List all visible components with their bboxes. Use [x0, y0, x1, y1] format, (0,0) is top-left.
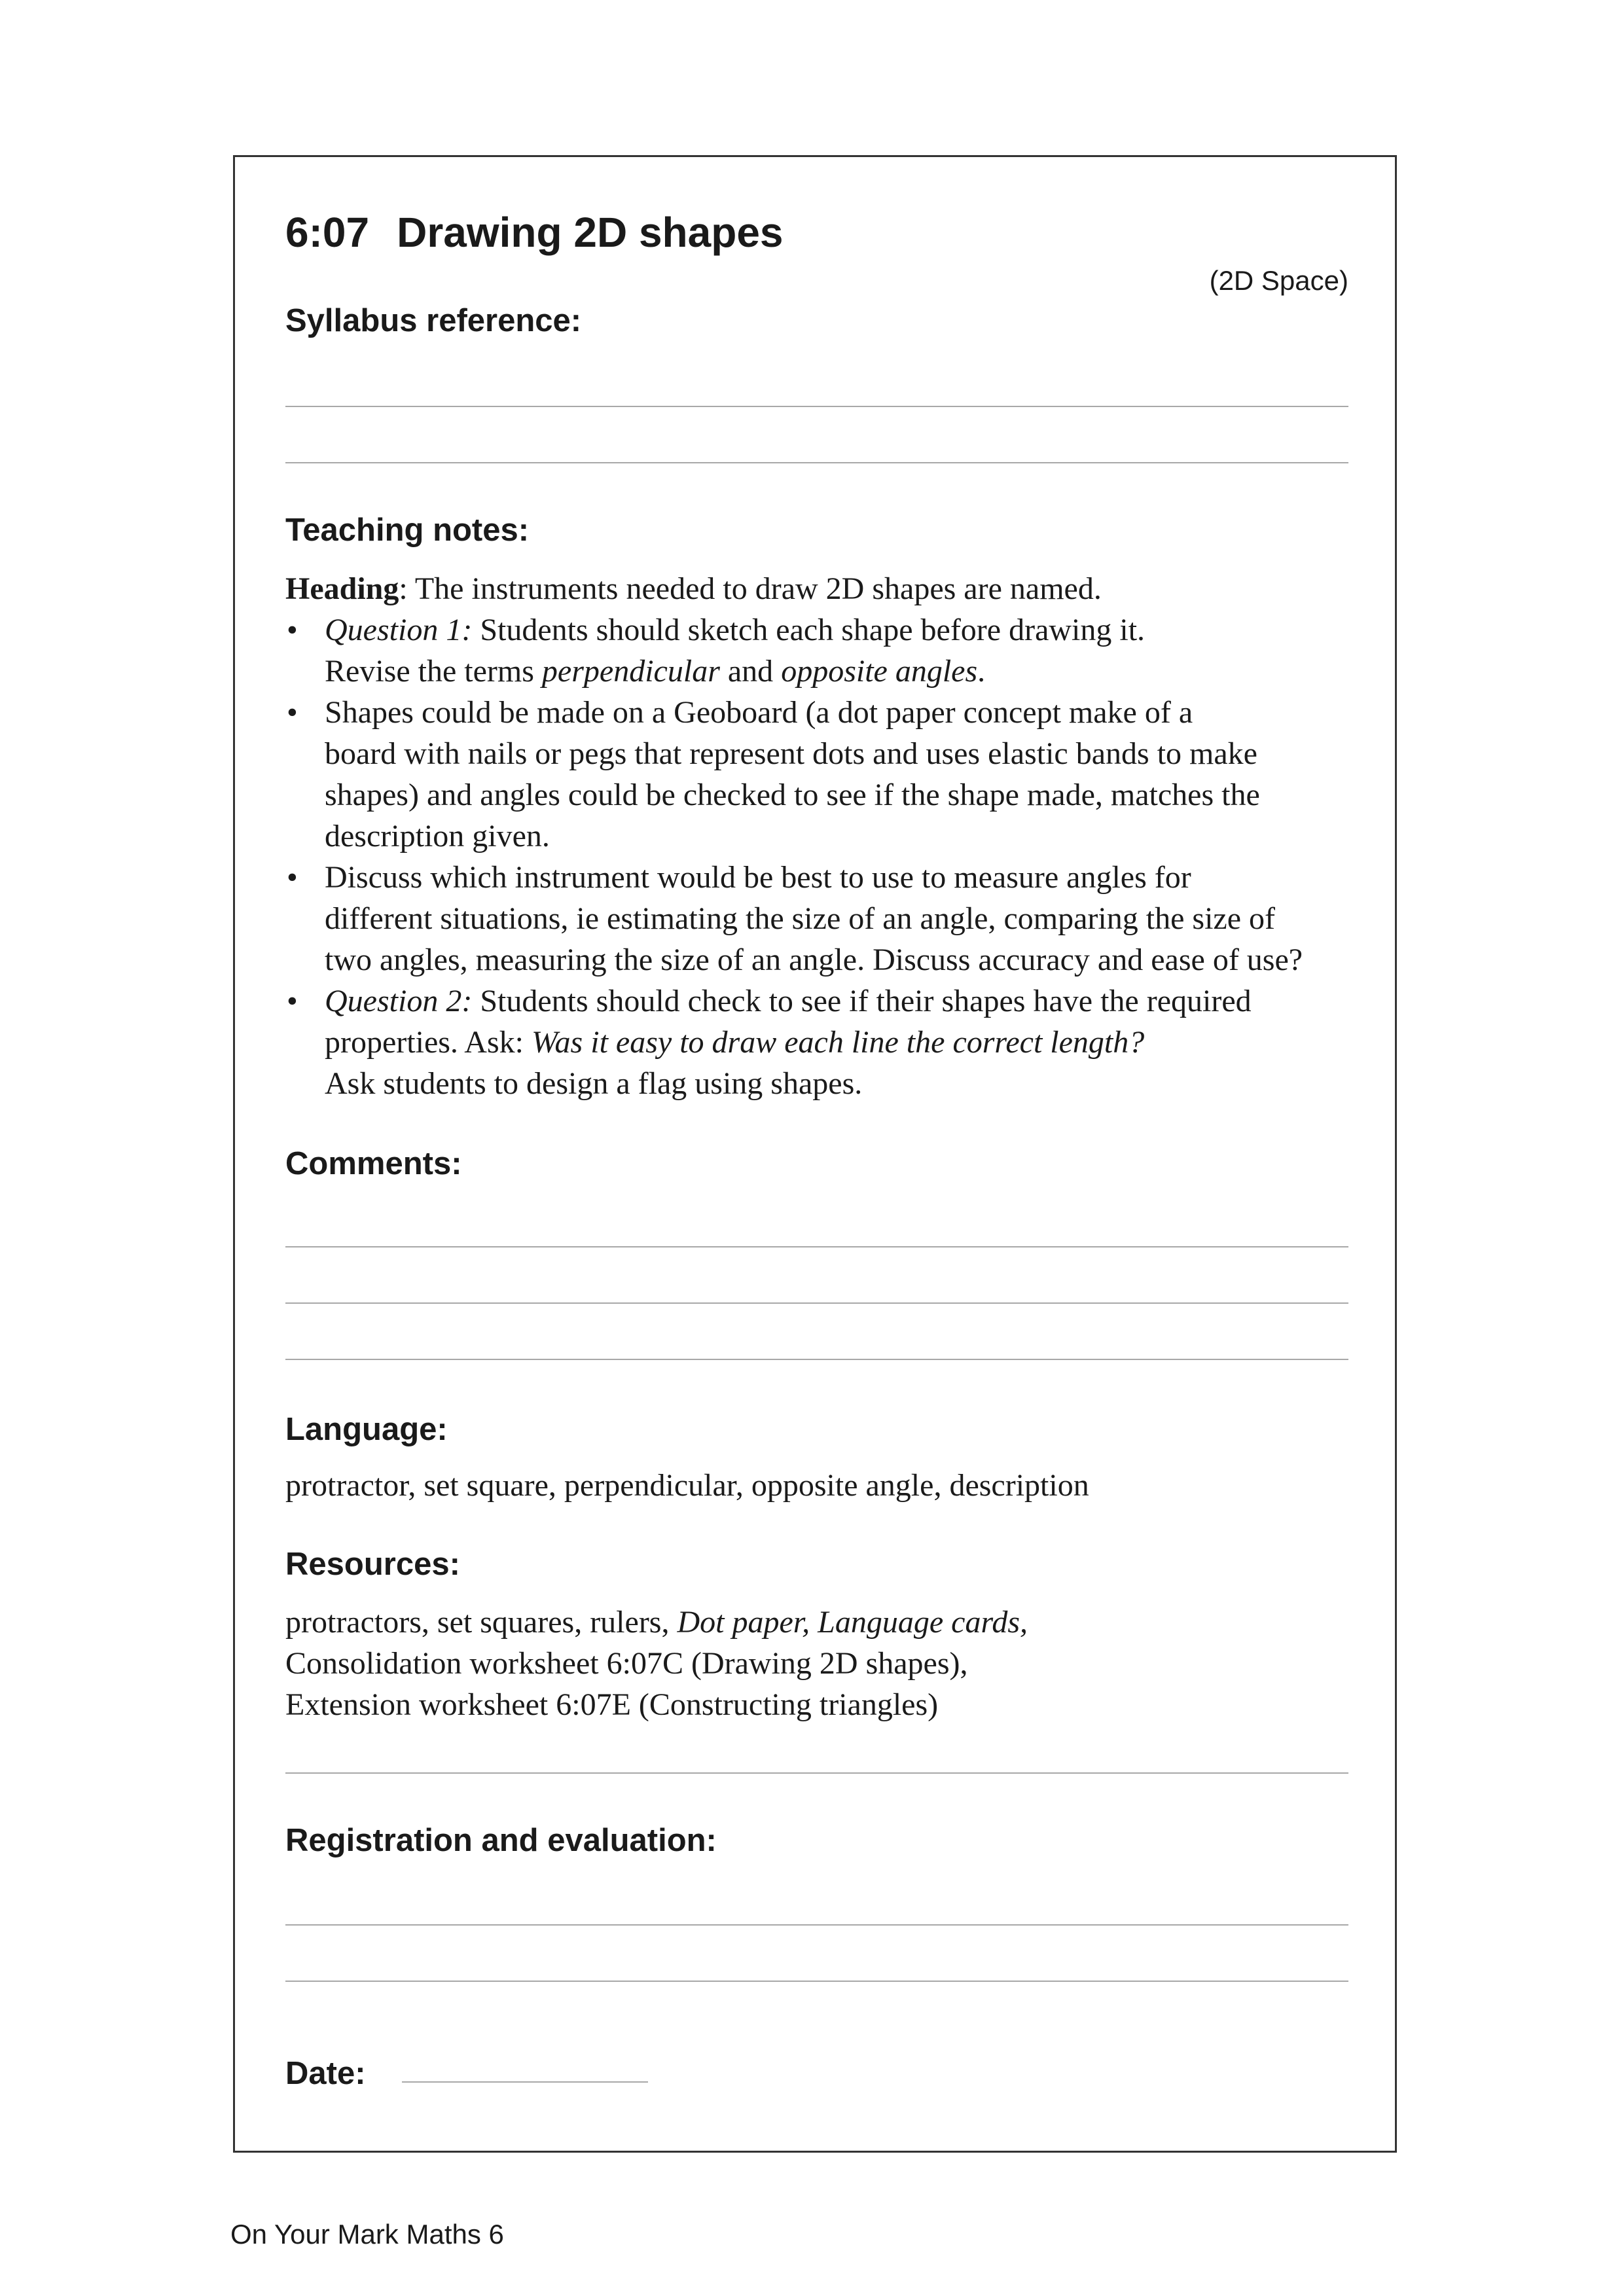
comments-write-line-2[interactable]	[285, 1302, 1348, 1304]
lesson-number: 6:07	[285, 209, 370, 256]
term-perpendicular: perpendicular	[541, 654, 720, 689]
question-2-text: Students should check to see if their shapes have the required	[472, 984, 1252, 1018]
teaching-notes-list	[285, 568, 1359, 1104]
question-1-label: Question 1:	[325, 613, 473, 647]
page-title	[285, 208, 784, 257]
question-2-question: Was it easy to draw each line the correct length?	[531, 1025, 1145, 1060]
comments-write-line-3[interactable]	[285, 1359, 1348, 1360]
question-1-and-text: and	[719, 654, 782, 689]
registration-heading: Registration and evaluation:	[285, 1823, 717, 1858]
question-2-label: Question 2:	[325, 984, 473, 1018]
registration-write-line-1[interactable]	[285, 1924, 1348, 1926]
date-write-line[interactable]	[402, 2081, 648, 2083]
teaching-notes-intro	[285, 568, 1359, 609]
syllabus-write-line-2[interactable]	[285, 462, 1348, 463]
discuss-line: Discuss which instrument would be best to use to measure angles for	[325, 860, 1191, 895]
note-question-1	[285, 609, 1359, 692]
resources-text	[285, 1602, 1359, 1725]
resources-heading: Resources:	[285, 1547, 460, 1582]
bullet: •	[287, 984, 298, 1018]
teaching-notes-heading: Teaching notes:	[285, 512, 530, 548]
date-label: Date:	[285, 2056, 366, 2091]
geoboard-line: Shapes could be made on a Geoboard (a dot paper concept make of a	[325, 695, 1193, 730]
syllabus-reference-heading: Syllabus reference:	[285, 303, 582, 338]
resources-divider	[285, 1772, 1348, 1774]
page-footer: On Your Mark Maths 6	[230, 2219, 504, 2250]
note-question-2	[285, 980, 1359, 1104]
heading-description: : The instruments needed to draw 2D shapes are named.	[399, 571, 1102, 606]
discuss-line: two angles, measuring the size of an angle. Discuss accuracy and ease of use?	[325, 942, 1303, 977]
comments-heading: Comments:	[285, 1146, 462, 1181]
geoboard-line: board with nails or pegs that represent dots and uses elastic bands to make	[325, 736, 1257, 771]
lesson-title: Drawing 2D shapes	[397, 209, 784, 256]
language-words: protractor, set square, perpendicular, opposite angle, description	[285, 1468, 1089, 1503]
question-1-period: .	[977, 654, 986, 689]
term-opposite-angles: opposite angles	[781, 654, 978, 689]
geoboard-line: shapes) and angles could be checked to see if the shape made, matches the	[325, 778, 1260, 812]
discuss-line: different situations, ie estimating the size of an angle, comparing the size of	[325, 901, 1275, 936]
comments-write-line-1[interactable]	[285, 1246, 1348, 1247]
question-1-revise-text: Revise the terms	[325, 654, 542, 689]
language-text	[285, 1465, 1359, 1506]
strand-label: (2D Space)	[1209, 265, 1348, 296]
geoboard-line: description given.	[325, 819, 550, 853]
bullet: •	[287, 613, 298, 647]
resources-materials-italic: Dot paper, Language cards,	[677, 1605, 1028, 1640]
language-heading: Language:	[285, 1412, 448, 1447]
note-geoboard	[285, 692, 1359, 857]
resources-extension: Extension worksheet 6:07E (Constructing triangles)	[285, 1687, 939, 1722]
heading-term: Heading	[285, 571, 399, 606]
bullet: •	[287, 695, 298, 730]
note-discuss-instruments	[285, 857, 1359, 980]
resources-consolidation: Consolidation worksheet 6:07C (Drawing 2D shapes),	[285, 1646, 968, 1681]
question-2-flag-text: Ask students to design a flag using shapes.	[325, 1066, 863, 1101]
question-2-ask-text: properties. Ask:	[325, 1025, 532, 1060]
syllabus-write-line-1[interactable]	[285, 406, 1348, 407]
bullet: •	[287, 860, 298, 895]
question-1-text: Students should sketch each shape before drawing it.	[472, 613, 1146, 647]
resources-materials: protractors, set squares, rulers,	[285, 1605, 677, 1640]
registration-write-line-2[interactable]	[285, 1981, 1348, 1982]
